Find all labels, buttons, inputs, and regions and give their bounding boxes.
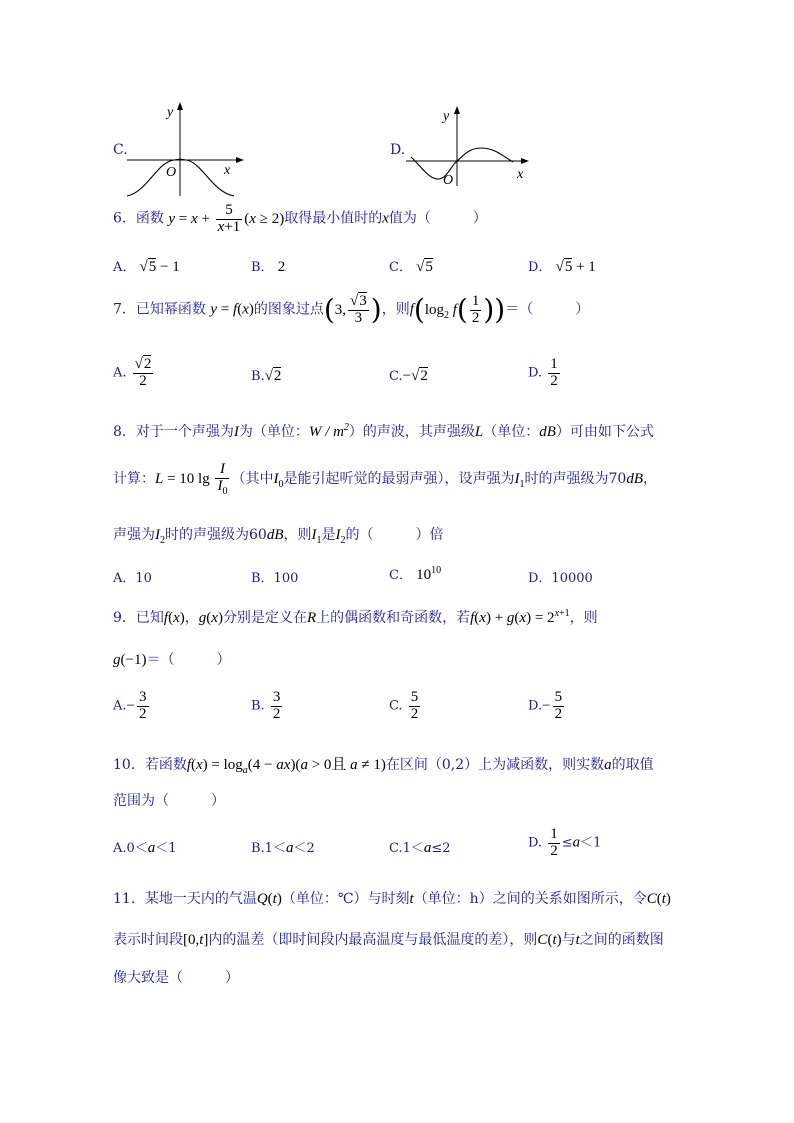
q6-option-b[interactable]: B． 2 [251, 259, 286, 275]
question-7: 7．已知幂函数 y = f(x)的图象过点(3, $\frac{√3}{3}$ )，则$f(\log_2$ f( $\frac{1}{2}$ ))＝（ ） [113, 292, 590, 326]
q8-option-c[interactable]: C． $10^{10}$ [389, 565, 442, 583]
question-10-line-2: 范围为（ ） [113, 793, 225, 809]
q7-option-d[interactable]: D. $\frac{1}{2}$ [528, 356, 558, 389]
graph-c [122, 100, 252, 200]
svg-text:O: O [443, 173, 454, 188]
q7-option-b[interactable]: B.√2 [251, 368, 282, 384]
q10-option-d[interactable]: D. $\frac{1}{2}$ ≤a＜1 [528, 826, 602, 859]
q7-option-c[interactable]: C.−√2 [389, 368, 428, 384]
origin-label: O [166, 165, 177, 180]
q8-option-a[interactable]: A．10 [113, 571, 152, 586]
q7-option-a[interactable]: A. $\frac{√2}{2}$ [113, 356, 152, 389]
question-11-line-1: 11．某地一天内的气温Q(t)（单位：℃）与时刻t（单位：h）之间的关系如图所示，令C(t) [113, 891, 671, 907]
q6-option-a[interactable]: A． √5 − 1 [113, 259, 180, 275]
q9-option-c[interactable]: C. $\frac{5}{2}$ [389, 689, 419, 722]
svg-text:x: x [517, 167, 524, 182]
question-11-line-3: 像大致是（ ） [113, 970, 239, 986]
y-axis-label: y [167, 105, 174, 120]
question-8-line-2: 计算：L = 10 lg $\frac{I}{I_0}$ （其中$I_0$是能引起听觉的最弱声强），设声强为$I_1$时的声强级为70dB， [113, 461, 657, 497]
question-8-line-1: 8．对于一个声强为I为（单位：W / $m^2$）的声波，其声强级L（单位：dB）可由如下公式 [113, 422, 654, 440]
q10-option-b[interactable]: B.1＜a＜2 [251, 840, 315, 856]
q8-option-d[interactable]: D．10000 [528, 571, 593, 586]
question-8-line-3: 声强为$I_2$时的声强级为60dB，则$I_1$是$I_2$的（ ）倍 [113, 527, 444, 546]
x-axis-label: x [224, 163, 231, 178]
graph-d [403, 104, 533, 190]
q8-option-b[interactable]: B．100 [251, 571, 299, 586]
q10-option-c[interactable]: C.1＜a≤2 [389, 840, 451, 856]
question-6: 6．函数 y = x + $\frac{5}{x+1}$ (x ≥ 2)取得最小值时的x值为（ ） [113, 202, 487, 235]
question-9-line-1: 9．已知f(x)，g(x)分别是定义在R上的偶函数和奇函数，若$f(x) + g(x) = 2^{x+1}$，则 [113, 608, 598, 626]
option-d-label: D. [390, 142, 406, 158]
svg-text:y: y [443, 109, 450, 124]
q6-option-d[interactable]: D． √5 + 1 [528, 259, 596, 275]
q9-option-d[interactable]: D.− $\frac{5}{2}$ [528, 689, 563, 722]
option-c-label: C. [113, 142, 128, 158]
question-9-line-2: g(−1)＝（ ） [113, 652, 231, 668]
q10-option-a[interactable]: A.0＜a＜1 [113, 840, 177, 856]
q9-option-b[interactable]: B. $\frac{3}{2}$ [251, 689, 281, 722]
q9-option-a[interactable]: A.− $\frac{3}{2}$ [113, 689, 147, 722]
question-11-line-2: 表示时间段[0,t]内的温差（即时间段内最高温度与最低温度的差），则C(t)与t之间的函数图 [113, 932, 664, 948]
q6-option-c[interactable]: C． √5 [389, 259, 433, 275]
question-10-line-1: 10．若函数$f(x) = \log_a(4 - ax)(a > 0$且 a ≠ 1)在区间（0,2）上为减函数，则实数a的取值 [113, 757, 654, 776]
